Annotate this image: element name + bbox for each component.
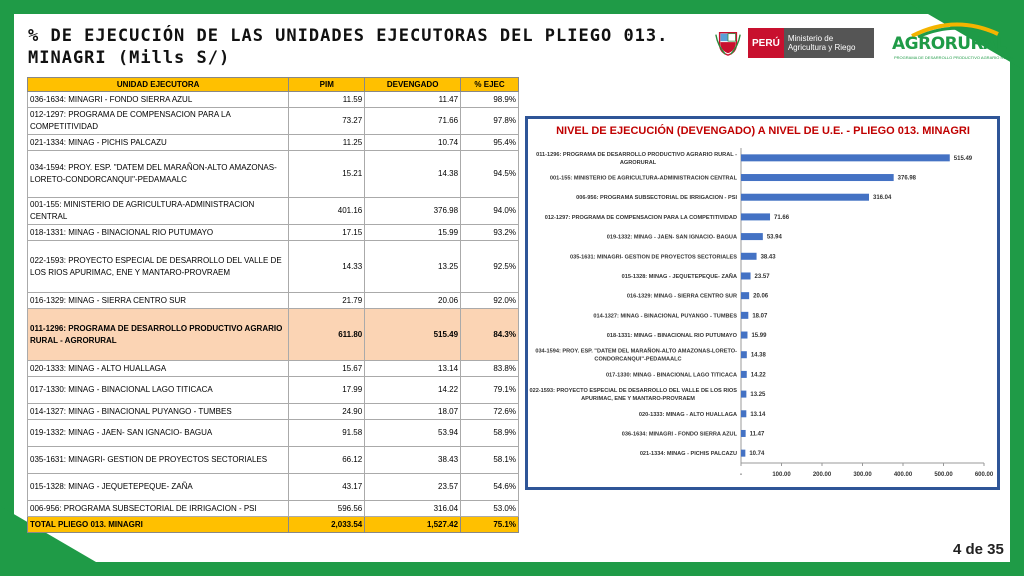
cell-devengado: 71.66 [365, 108, 461, 135]
category-label [570, 254, 737, 260]
cell-unidad: 019-1332: MINAG - JAEN- SAN IGNACIO- BAGUA [28, 420, 289, 447]
bar [741, 312, 748, 319]
bar [741, 430, 746, 437]
bar [741, 371, 747, 378]
category-label [529, 388, 737, 402]
category-label [606, 372, 737, 378]
table-row [28, 293, 519, 309]
cell-unidad: 035-1631: MINAGRI- GESTION DE PROYECTOS SECTORIALES [28, 447, 289, 474]
x-tick-label: 100.00 [772, 472, 791, 478]
agrorural-logo [892, 20, 1015, 64]
coat-of-arms-icon [714, 28, 742, 58]
cell-ejec: 94.5% [461, 151, 519, 198]
cell-ejec: 79.1% [461, 377, 519, 404]
cell-devengado: 15.99 [365, 225, 461, 241]
table-row [28, 474, 519, 501]
category-label [607, 333, 738, 339]
table-row [28, 198, 519, 225]
table-row [28, 377, 519, 404]
cell-ejec: 97.8% [461, 108, 519, 135]
page-title: % DE EJECUCIÓN DE LAS UNIDADES EJECUTORAS DEL PLIEGO 013. MINAGRI (Mills S/) [28, 26, 669, 68]
page-number: 4 de 35 [953, 541, 1004, 558]
cell-ejec: 83.8% [461, 361, 519, 377]
category-label-line: 012-1297: PROGRAMA DE COMPENSACION PARA LA COMPETITIVIDAD [544, 214, 737, 221]
table-row [28, 135, 519, 151]
chart-panel [525, 116, 1000, 490]
category-label-line: 014-1327: MINAG - BINACIONAL PUYANGO - TUMBES [593, 313, 737, 320]
table-row [28, 309, 519, 361]
category-label [536, 152, 737, 166]
table-row [28, 241, 519, 293]
cell-pim: 17.99 [289, 377, 365, 404]
bar-value-label: 71.66 [774, 214, 790, 221]
cell-devengado: 38.43 [365, 447, 461, 474]
cell-ejec: 92.0% [461, 293, 519, 309]
cell-devengado: 11.47 [365, 92, 461, 108]
cell-pim: 24.90 [289, 404, 365, 420]
cell-devengado: 14.22 [365, 377, 461, 404]
cell-devengado: 13.25 [365, 241, 461, 293]
cell-ejec: 53.0% [461, 501, 519, 517]
cell-unidad: 016-1329: MINAG - SIERRA CENTRO SUR [28, 293, 289, 309]
cell-pim: 17.15 [289, 225, 365, 241]
cell-ejec: 92.5% [461, 241, 519, 293]
table-row [28, 501, 519, 517]
category-label-line: 006-956: PROGRAMA SUBSECTORIAL DE IRRIGACION - PSI [576, 195, 737, 202]
cell-pim: 611.80 [289, 309, 365, 361]
cell-pim: 66.12 [289, 447, 365, 474]
category-label-line: APURIMAC, ENE Y MANTARO-PROVRAEM [581, 396, 695, 403]
bar-value-label: 11.47 [749, 431, 765, 438]
header-pim: PIM [289, 78, 365, 92]
total-ejec: 75.1% [461, 517, 519, 533]
category-label-line: 036-1634: MINAGRI - FONDO SIERRA AZUL [621, 431, 737, 438]
cell-pim: 43.17 [289, 474, 365, 501]
bar-chart [528, 119, 997, 487]
category-label-line: 016-1329: MINAG - SIERRA CENTRO SUR [626, 293, 737, 300]
category-label [622, 273, 737, 280]
table-row [28, 420, 519, 447]
bar [741, 253, 757, 260]
bar-value-label: 316.04 [872, 195, 892, 202]
bar-value-label: 14.22 [750, 372, 766, 379]
table-row [28, 92, 519, 108]
category-label [639, 412, 737, 418]
frame-right [1010, 0, 1024, 576]
category-label-line: 034-1594: PROY. ESP. "DATEM DEL MARAÑON-ALTO AMAZONAS-LORETO- [535, 348, 737, 355]
category-label-line: 021-1334: MINAG - PICHIS PALCAZU [639, 451, 737, 458]
cell-unidad: 006-956: PROGRAMA SUBSECTORIAL DE IRRIGACION - PSI [28, 501, 289, 517]
category-label-line: 019-1332: MINAG - JAEN- SAN IGNACIO- BAGUA [606, 234, 737, 241]
bar-value-label: 23.57 [754, 273, 770, 280]
category-label-line: AGRORURAL [619, 159, 657, 166]
frame-bottom [0, 562, 1024, 576]
table-row [28, 404, 519, 420]
cell-devengado: 53.94 [365, 420, 461, 447]
cell-pim: 11.59 [289, 92, 365, 108]
cell-devengado: 515.49 [365, 309, 461, 361]
cell-pim: 21.79 [289, 293, 365, 309]
x-tick-label: 600.00 [974, 472, 994, 478]
cell-pim: 15.67 [289, 361, 365, 377]
cell-devengado: 18.07 [365, 404, 461, 420]
total-pim: 2,033.54 [289, 517, 365, 533]
cell-unidad: 020-1333: MINAG - ALTO HUALLAGA [28, 361, 289, 377]
bar [741, 410, 746, 417]
agrorural-wordmark: AGRORURAL [892, 34, 1007, 54]
cell-devengado: 14.38 [365, 151, 461, 198]
x-tick-label: 500.00 [934, 472, 953, 478]
category-label [550, 176, 738, 182]
cell-ejec: 58.9% [461, 420, 519, 447]
cell-devengado: 376.98 [365, 198, 461, 225]
cell-ejec: 84.3% [461, 309, 519, 361]
cell-ejec: 54.6% [461, 474, 519, 501]
total-unidad: TOTAL PLIEGO 013. MINAGRI [28, 517, 289, 533]
bar [741, 351, 747, 358]
cell-unidad: 021-1334: MINAG - PICHIS PALCAZU [28, 135, 289, 151]
bar-value-label: 15.99 [751, 333, 767, 340]
category-label [607, 235, 737, 241]
cell-ejec: 58.1% [461, 447, 519, 474]
category-label-line: 015-1328: MINAG - JEQUETEPEQUE- ZAÑA [621, 273, 737, 280]
category-label [640, 451, 737, 457]
bar-value-label: 20.06 [753, 293, 769, 300]
category-label-line: 018-1331: MINAG - BINACIONAL RIO PUTUMAYO [606, 333, 737, 340]
cell-ejec: 94.0% [461, 198, 519, 225]
table-header-row [28, 78, 519, 92]
bar-value-label: 14.38 [750, 352, 766, 359]
frame-top [0, 0, 1024, 14]
cell-unidad: 036-1634: MINAGRI - FONDO SIERRA AZUL [28, 92, 289, 108]
bar-value-label: 13.14 [750, 411, 766, 418]
cell-pim: 73.27 [289, 108, 365, 135]
category-label-line: 001-155: MINISTERIO DE AGRICULTURA-ADMINISTRACION CENTRAL [549, 175, 737, 182]
cell-ejec: 95.4% [461, 135, 519, 151]
table-row [28, 225, 519, 241]
bar [741, 391, 746, 398]
table-row [28, 108, 519, 135]
header-ejec: % EJEC [461, 78, 519, 92]
table-row [28, 447, 519, 474]
cell-devengado: 20.06 [365, 293, 461, 309]
cell-unidad: 022-1593: PROYECTO ESPECIAL DE DESARROLLO DEL VALLE DE LOS RIOS APURIMAC, ENE Y MANTARO-PROVRAEM [28, 241, 289, 293]
agrorural-subtitle: PROGRAMA DE DESARROLLO PRODUCTIVO AGRARIO RURAL [894, 55, 1015, 60]
cell-pim: 15.21 [289, 151, 365, 198]
bar-value-label: 10.74 [749, 451, 765, 458]
cell-devengado: 13.14 [365, 361, 461, 377]
cell-pim: 596.56 [289, 501, 365, 517]
cell-pim: 401.16 [289, 198, 365, 225]
category-label-line: 022-1593: PROYECTO ESPECIAL DE DESARROLLO DEL VALLE DE LOS RIOS [529, 388, 737, 395]
table-row [28, 151, 519, 198]
bar [741, 233, 763, 240]
bar [741, 332, 747, 339]
bar [741, 154, 950, 161]
category-label-line: CONDORCANQUI"-PEDAMAALC [594, 356, 682, 363]
total-devengado: 1,527.42 [365, 517, 461, 533]
chart-title: NIVEL DE EJECUCIÓN (DEVENGADO) A NIVEL DE U.E. - PLIEGO 013. MINAGRI [556, 125, 970, 137]
bar-value-label: 38.43 [760, 254, 776, 261]
category-label-line: 020-1333: MINAG - ALTO HUALLAGA [638, 411, 737, 418]
bar-value-label: 13.25 [750, 392, 766, 399]
category-label [576, 195, 737, 201]
cell-pim: 11.25 [289, 135, 365, 151]
cell-unidad: 017-1330: MINAG - BINACIONAL LAGO TITICACA [28, 377, 289, 404]
ministry-label: Ministerio de Agricultura y Riego [784, 28, 874, 58]
bar [741, 213, 770, 220]
cell-unidad: 012-1297: PROGRAMA DE COMPENSACION PARA LA COMPETITIVIDAD [28, 108, 289, 135]
x-tick-label: - [740, 472, 742, 478]
bar-value-label: 18.07 [752, 313, 768, 320]
header-unidad: UNIDAD EJECUTORA [28, 78, 289, 92]
execution-table [27, 77, 519, 533]
bar [741, 174, 894, 181]
category-label [593, 313, 737, 319]
bar-value-label: 515.49 [953, 155, 973, 162]
cell-ejec: 93.2% [461, 225, 519, 241]
category-label-line: 017-1330: MINAG - BINACIONAL LAGO TITICACA [605, 372, 737, 379]
bar [741, 194, 869, 201]
cell-unidad: 034-1594: PROY. ESP. "DATEM DEL MARAÑON-ALTO AMAZONAS-LORETO-CONDORCANQUI"-PEDAMAALC [28, 151, 289, 198]
x-tick-label: 300.00 [853, 472, 872, 478]
table-total-row [28, 517, 519, 533]
cell-devengado: 316.04 [365, 501, 461, 517]
cell-unidad: 001-155: MINISTERIO DE AGRICULTURA-ADMINISTRACION CENTRAL [28, 198, 289, 225]
category-label [535, 348, 737, 363]
x-tick-label: 200.00 [812, 472, 832, 478]
cell-pim: 14.33 [289, 241, 365, 293]
cell-unidad: 011-1296: PROGRAMA DE DESARROLLO PRODUCTIVO AGRARIO RURAL - AGRORURAL [28, 309, 289, 361]
category-label [622, 431, 738, 437]
cell-pim: 91.58 [289, 420, 365, 447]
bar-value-label: 376.98 [897, 175, 917, 182]
category-label-line: 035-1631: MINAGRI- GESTION DE PROYECTOS SECTORIALES [569, 254, 737, 261]
x-tick-label: 400.00 [893, 472, 913, 478]
bar [741, 272, 751, 279]
ministry-logo [714, 26, 874, 60]
bar [741, 292, 749, 299]
category-label-line: 011-1296: PROGRAMA DE DESARROLLO PRODUCTIVO AGRARIO RURAL - [536, 151, 737, 158]
category-label [627, 294, 737, 300]
bar-value-label: 53.94 [766, 234, 782, 241]
cell-devengado: 23.57 [365, 474, 461, 501]
bar [741, 450, 745, 457]
peru-label: PERÚ [748, 28, 784, 58]
table-row [28, 361, 519, 377]
cell-ejec: 98.9% [461, 92, 519, 108]
cell-ejec: 72.6% [461, 404, 519, 420]
header-devengado: DEVENGADO [365, 78, 461, 92]
category-label [545, 215, 737, 221]
cell-unidad: 014-1327: MINAG - BINACIONAL PUYANGO - TUMBES [28, 404, 289, 420]
cell-unidad: 018-1331: MINAG - BINACIONAL RIO PUTUMAYO [28, 225, 289, 241]
cell-devengado: 10.74 [365, 135, 461, 151]
frame-left [0, 0, 14, 576]
cell-unidad: 015-1328: MINAG - JEQUETEPEQUE- ZAÑA [28, 474, 289, 501]
